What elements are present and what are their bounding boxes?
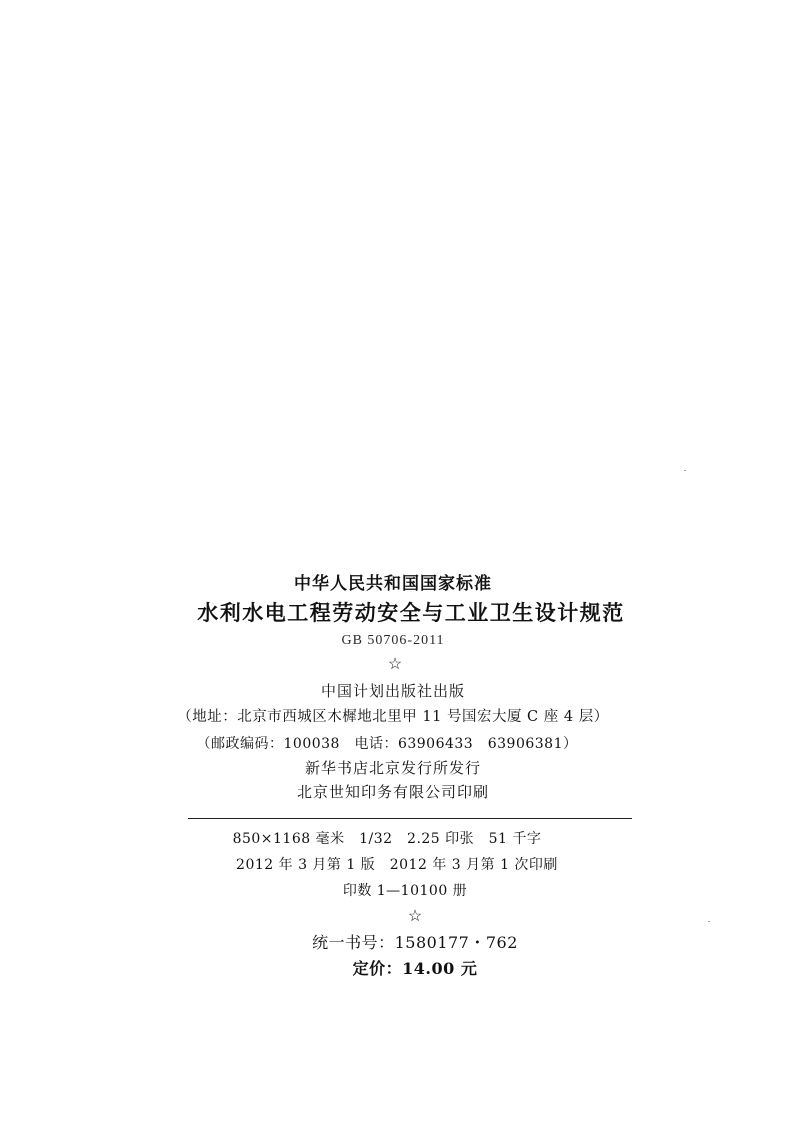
publisher-contact: （邮政编码：100038 电话：63906433 63906381） <box>196 736 578 752</box>
printer-line: 北京世知印务有限公司印刷 <box>296 783 489 801</box>
star-separator-icon: ☆ <box>387 654 403 673</box>
unified-book-number: 统一书号：1580177・762 <box>312 933 518 952</box>
divider-rule <box>188 818 632 819</box>
price-line: 定价：14.00 元 <box>352 959 478 978</box>
star-separator-icon: ☆ <box>407 906 423 925</box>
standard-series-label: 中华人民共和国国家标准 <box>294 574 492 594</box>
standard-code: GB 50706-2011 <box>341 633 445 648</box>
publisher-line: 中国计划出版社出版 <box>320 682 465 700</box>
print-run: 印数 1—10100 册 <box>342 883 468 899</box>
distributor-line: 新华书店北京发行所发行 <box>304 759 481 777</box>
publisher-address: （地址：北京市西城区木樨地北里甲 11 号国宏大厦 C 座 4 层） <box>177 709 609 725</box>
scan-speck <box>684 470 686 471</box>
format-specs: 850×1168 毫米 1/32 2.25 印张 51 千字 <box>232 831 542 847</box>
edition-info: 2012 年 3 月第 1 版 2012 年 3 月第 1 次印刷 <box>236 857 558 873</box>
scan-speck <box>708 921 710 922</box>
book-title: 水利水电工程劳动安全与工业卫生设计规范 <box>197 601 625 625</box>
